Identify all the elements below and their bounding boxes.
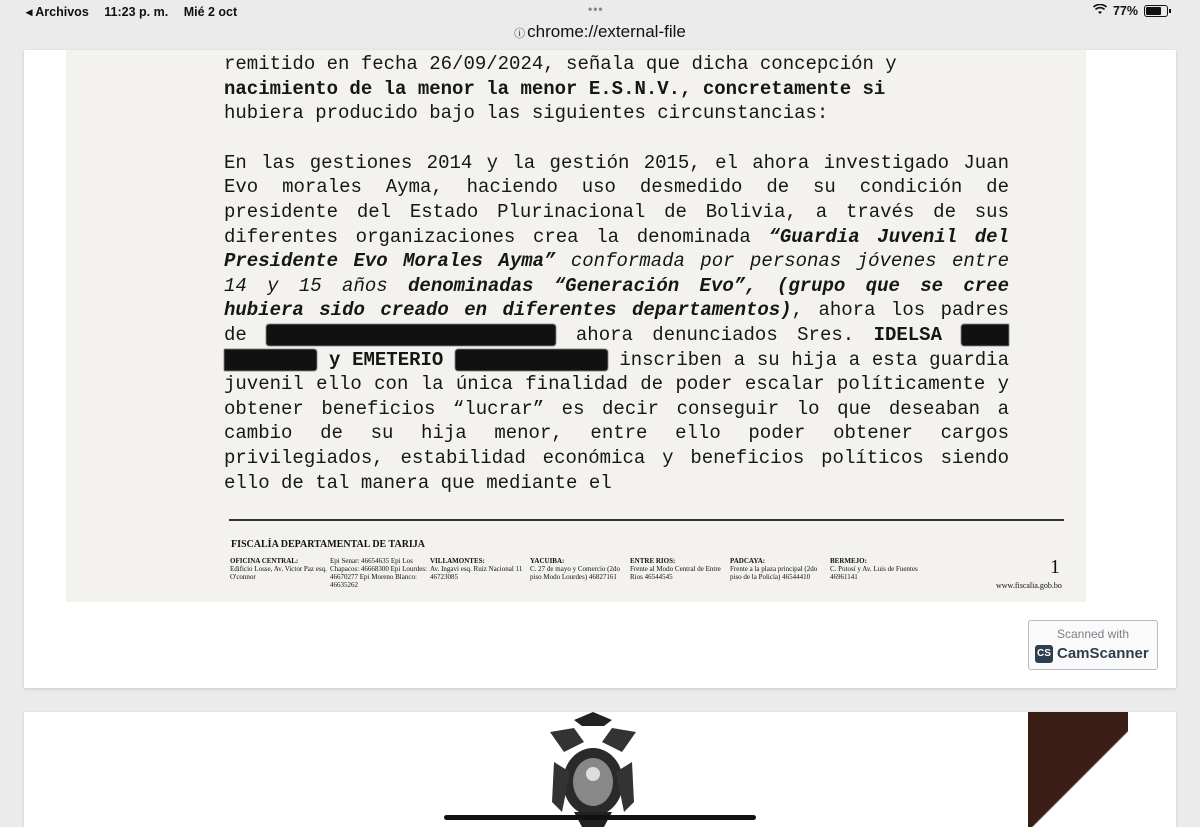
scan-dark-corner — [1028, 712, 1128, 827]
footer-col-body: C. 27 de mayo y Comercio (2do piso Modo Lourdes) 46827161 — [530, 565, 621, 581]
paragraph-2 — [224, 151, 1009, 495]
home-indicator[interactable] — [444, 815, 756, 820]
footer-col-body: C. Potosí y Av. Luis de Fuentes 46961141 — [830, 565, 918, 581]
battery-percent: 77% — [1112, 4, 1138, 18]
p2-bold-name: IDELSA — [873, 323, 942, 346]
page-number: 1 — [1050, 556, 1060, 578]
p2-text: En las gestiones 2014 y la gestión 2015, el ahora investigado Juan Evo morales Ayma, haciendo uso desmedido de su condición de presidente del Estado Plurinacional de Bolivia, a través de sus diferentes organizaciones crea la denominada — [224, 151, 1009, 248]
footer-col-head: PADCAYA: — [730, 557, 766, 565]
footer-col-body: Av. Ingavi esq. Ruiz Nacional 11 46723085 — [430, 565, 523, 581]
footer-col — [730, 557, 830, 589]
footer-col — [530, 557, 630, 589]
camscanner-logo-icon: CS — [1035, 645, 1053, 663]
document-body — [224, 50, 1009, 495]
p2-text: inscriben a su hija a esta guardia juvenil ello con la única finalidad de poder escalar políticamente y obtener beneficios “lucrar” es decir conseguir lo que deseaban a cambio de su hija menor, entre ello poder obtener cargos privilegiados, estabilidad económica y beneficios políticos siendo ello de tal manera que mediante el — [224, 348, 1009, 494]
bolivia-coat-of-arms-icon — [544, 712, 642, 827]
multitasking-dots[interactable]: ••• — [588, 2, 604, 16]
footer-col — [330, 557, 430, 589]
info-icon: ⓘ — [514, 27, 526, 40]
footer-col — [630, 557, 730, 589]
footer-col — [430, 557, 530, 589]
redacted-name: VARGAS MAMANI — [457, 348, 606, 371]
footer-col-head: VILLAMONTES: — [430, 557, 485, 565]
footer-col-body: Edificio Losse, Av. Victor Paz esq. O'connor — [230, 565, 327, 581]
footer-website: www.fiscalia.gob.bo — [996, 581, 1062, 590]
battery-icon — [1144, 5, 1168, 17]
footer-col-head: OFICINA CENTRAL: — [230, 557, 299, 565]
footer-col — [230, 557, 330, 589]
footer-col-head: YACUIBA: — [530, 557, 565, 565]
camscanner-line1: Scanned with — [1056, 627, 1130, 641]
footer-col-head: ENTRE RIOS: — [630, 557, 676, 565]
footer-title: FISCALÍA DEPARTAMENTAL DE TARIJA — [231, 539, 426, 550]
camscanner-watermark — [1028, 620, 1158, 670]
p1-line-3: hubiera producido bajo las siguientes circunstancias: — [224, 102, 829, 125]
redacted-name: Cindy Sarai Vargas Pozo — [268, 323, 555, 346]
p2-bold-name: EMETERIO — [352, 348, 444, 371]
url-text: chrome://external-file — [527, 22, 686, 41]
p2-text: y — [317, 348, 353, 371]
footer-col-body: Epi Senar: 46654635 Epi Los Chapacos: 46668300 Epi Lourdes: 46670277 Epi Moreno Blanco: 46635262 — [330, 557, 428, 589]
footer-offices — [230, 557, 990, 589]
camscanner-line2: CamScanner — [1057, 645, 1149, 662]
p2-text: ahora denunciados Sres. — [556, 323, 874, 346]
p1-line-2: nacimiento de la menor la menor E.S.N.V., concretamente si — [224, 77, 886, 100]
footer-col-body: Frente a la plaza principal (2do piso de la Policía) 46544410 — [730, 565, 818, 581]
footer-col-body: Frente al Modo Central de Entre Rios 46544545 — [630, 565, 721, 581]
paragraph-1 — [224, 52, 1009, 126]
p2-generacion-evo: denominadas “Generación Evo”, (grupo que se cree hubiera sido creado en diferentes departamentos) — [224, 274, 1009, 322]
p1-line-1: remitido en fecha 26/09/2024, señala que dicha concepción y — [224, 53, 897, 75]
status-time: 11:23 p. m. — [104, 5, 169, 19]
redacted-name: POZO SAAVEDRA — [224, 323, 1010, 371]
footer-col — [830, 557, 930, 589]
footer-col-head: BERMEJO: — [830, 557, 867, 565]
document-page-1 — [24, 50, 1176, 688]
back-to-files-link[interactable]: ◂ Archivos — [26, 5, 89, 19]
footer-divider — [229, 519, 1064, 521]
status-date: Mié 2 oct — [183, 5, 238, 19]
document-page-2 — [24, 712, 1176, 827]
wifi-icon — [1093, 4, 1107, 18]
p2-guardia-name: “Guardia Juvenil del Presidente Evo Morales Ayma” — [224, 225, 1009, 273]
p2-text: , ahora los padres de — [224, 299, 1010, 346]
p2-text: conformada por personas jóvenes entre 14 y 15 años — [224, 250, 1009, 297]
address-bar[interactable] — [0, 22, 1200, 48]
status-bar — [0, 0, 1200, 24]
